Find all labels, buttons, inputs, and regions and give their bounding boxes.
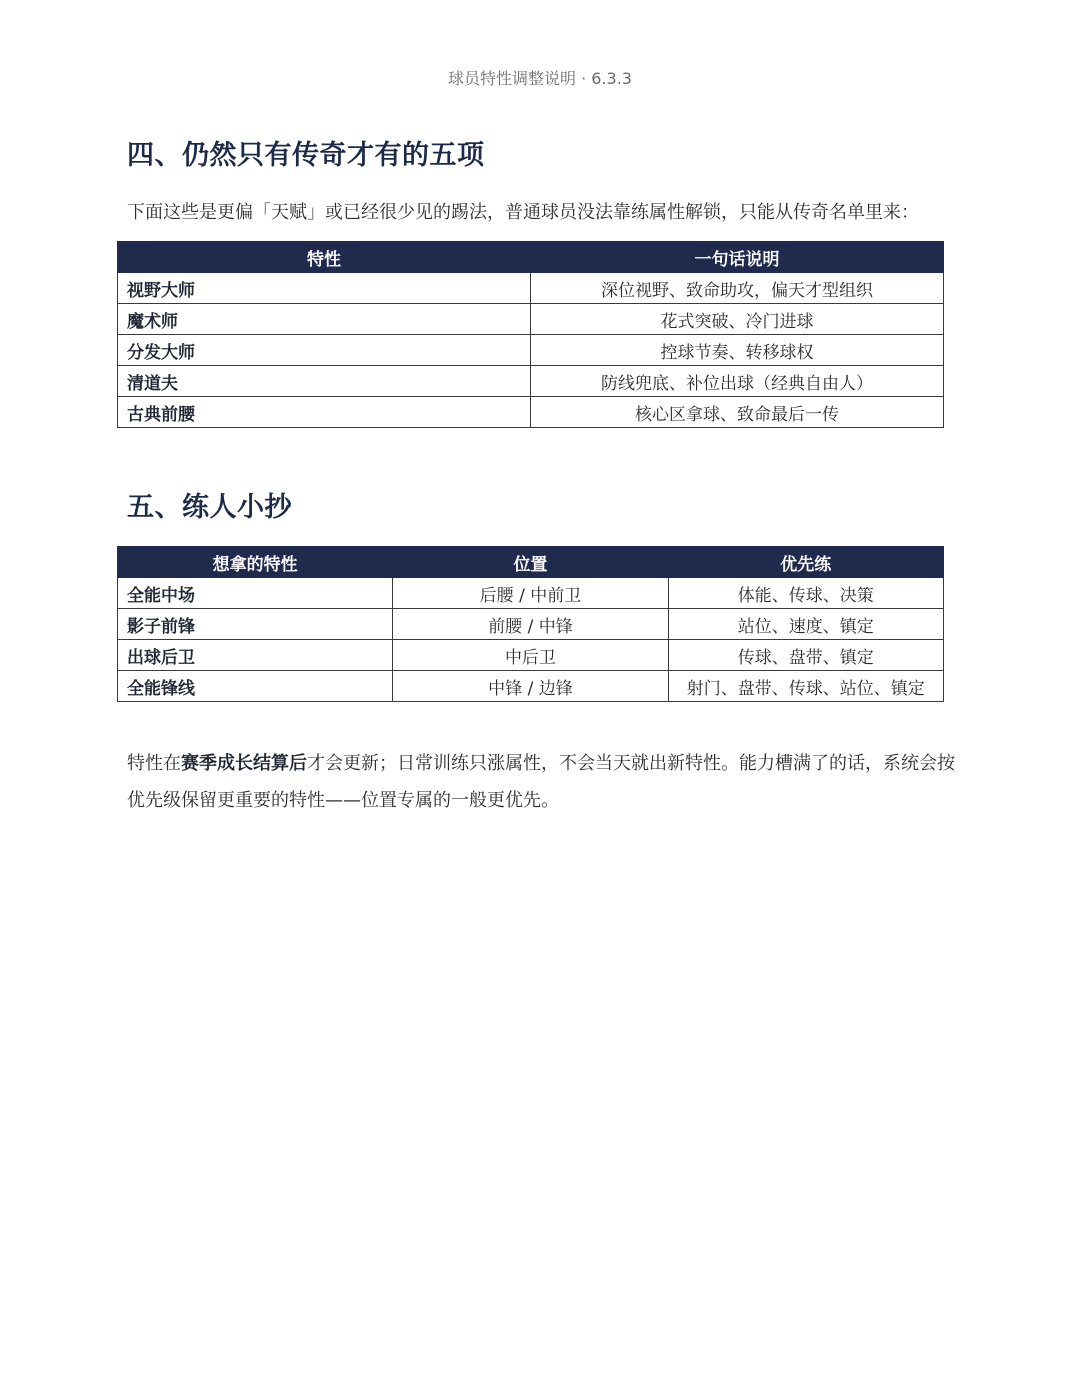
section-title-cheat-sheet: 五、练人小抄 — [127, 492, 292, 523]
section-title-legend-only: 四、仍然只有传奇才有的五项 — [127, 140, 485, 171]
trait-desc-cell: 深位视野、致命助攻，偏天才型组织 — [531, 273, 944, 304]
trait-desc-cell: 花式突破、冷门进球 — [531, 304, 944, 335]
trait-name-cell: 影子前锋 — [118, 609, 393, 640]
note-text: 才会更新；日常训练只涨属性，不会当天就出新特性。能力槽满了的话，系统会按优先级保留更重要的特性——位置专属的一般更优先。 — [127, 753, 955, 811]
position-cell: 中后卫 — [393, 640, 668, 671]
position-cell: 后腰 / 中前卫 — [393, 578, 668, 609]
trait-name-cell: 清道夫 — [118, 366, 531, 397]
trait-name-cell: 全能中场 — [118, 578, 393, 609]
priority-cell: 站位、速度、镇定 — [668, 609, 943, 640]
trait-name-cell: 全能锋线 — [118, 671, 393, 702]
position-cell: 前腰 / 中锋 — [393, 609, 668, 640]
update-note — [127, 745, 957, 819]
page-header: 球员特性调整说明 · 6.3.3 — [448, 69, 632, 88]
priority-cell: 传球、盘带、镇定 — [668, 640, 943, 671]
trait-name-cell: 出球后卫 — [118, 640, 393, 671]
column-header: 一句话说明 — [531, 242, 944, 273]
trait-desc-cell: 控球节奏、转移球权 — [531, 335, 944, 366]
priority-cell: 射门、盘带、传球、站位、镇定 — [668, 671, 943, 702]
position-cell: 中锋 / 边锋 — [393, 671, 668, 702]
table-row — [118, 366, 944, 397]
table-header-row — [118, 547, 944, 578]
trait-name-cell: 魔术师 — [118, 304, 531, 335]
table-row — [118, 609, 944, 640]
column-header: 优先练 — [668, 547, 943, 578]
note-emphasis: 赛季成长结算后 — [181, 753, 307, 774]
table-row — [118, 578, 944, 609]
training-cheat-sheet-table — [117, 546, 944, 702]
column-header: 特性 — [118, 242, 531, 273]
trait-desc-cell: 防线兜底、补位出球（经典自由人） — [531, 366, 944, 397]
table-row — [118, 335, 944, 366]
table-row — [118, 273, 944, 304]
trait-name-cell: 视野大师 — [118, 273, 531, 304]
trait-name-cell: 古典前腰 — [118, 397, 531, 428]
trait-desc-cell: 核心区拿球、致命最后一传 — [531, 397, 944, 428]
priority-cell: 体能、传球、决策 — [668, 578, 943, 609]
column-header: 想拿的特性 — [118, 547, 393, 578]
column-header: 位置 — [393, 547, 668, 578]
table-row — [118, 397, 944, 428]
table-header-row — [118, 242, 944, 273]
trait-name-cell: 分发大师 — [118, 335, 531, 366]
section-intro: 下面这些是更偏「天赋」或已经很少见的踢法，普通球员没法靠练属性解锁，只能从传奇名单里来： — [127, 202, 919, 223]
table-row — [118, 671, 944, 702]
legend-traits-table — [117, 241, 944, 428]
note-text: 特性在 — [127, 753, 181, 774]
table-row — [118, 640, 944, 671]
table-row — [118, 304, 944, 335]
